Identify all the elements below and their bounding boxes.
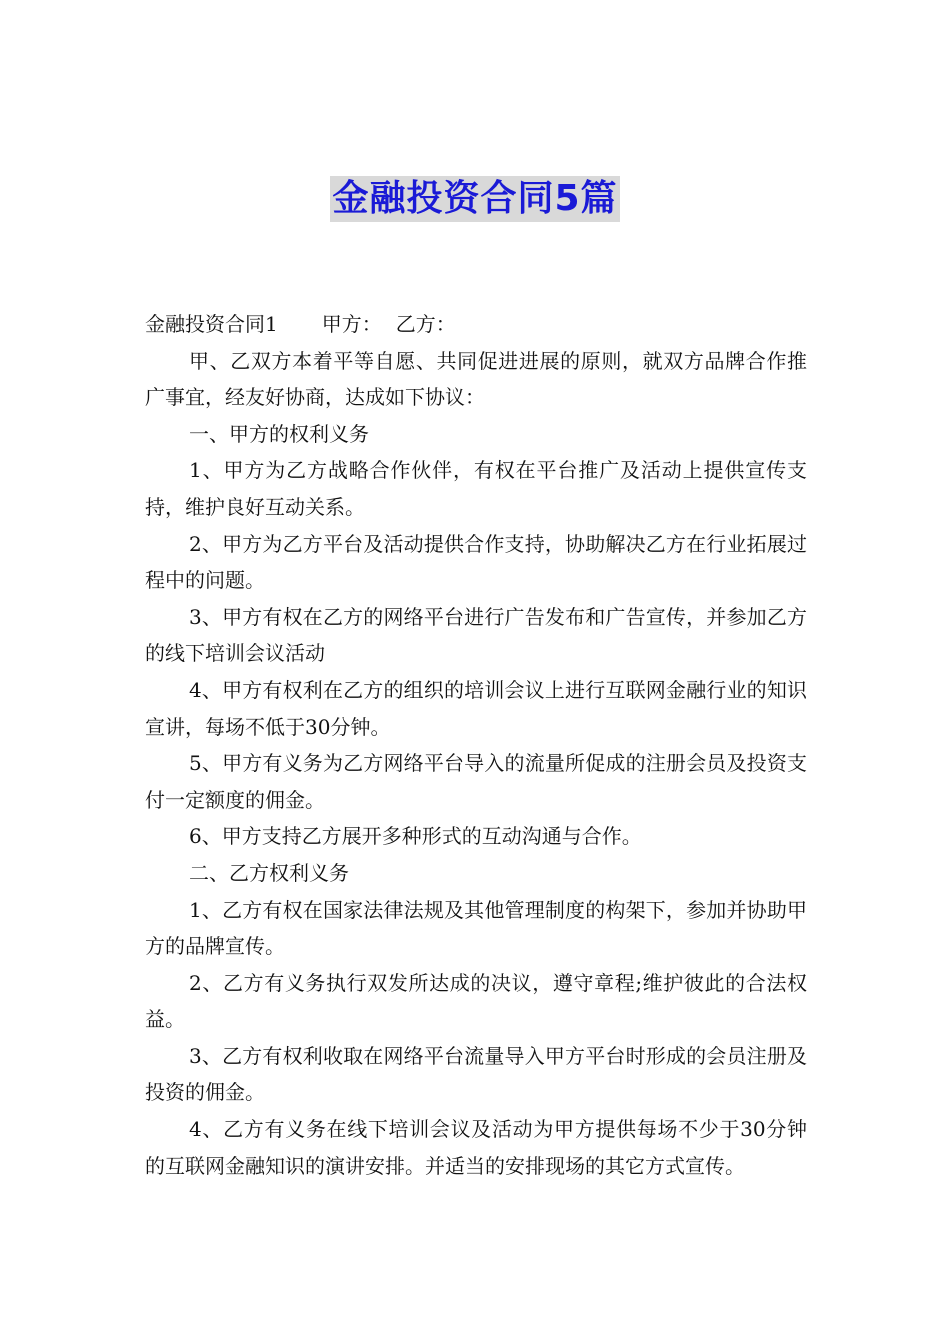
clause-b-4: 4、乙方有义务在线下培训会议及活动为甲方提供每场不少于30分钟的互联网金融知识的演讲安排。并适当的安排现场的其它方式宣传。 [145,1117,807,1178]
section-heading-party-b: 二、乙方权利义务 [189,860,349,885]
party-b-label: 乙方： [395,312,456,336]
party-a-label: 甲方： [321,312,382,336]
clause-a-5: 5、甲方有义务为乙方网络平台导入的流量所促成的注册会员及投资支付一定额度的佣金。 [145,751,807,812]
clause-b-3: 3、乙方有权利收取在网络平台流量导入甲方平台时形成的会员注册及投资的佣金。 [145,1043,807,1105]
document-body [145,306,807,1184]
document-title: 金融投资合同5篇 [330,176,619,222]
contract-header-line [145,306,807,343]
section-heading-party-a: 一、甲方的权利义务 [189,421,369,446]
clause-a-3: 3、甲方有权在乙方的网络平台进行广告发布和广告宣传，并参加乙方的线下培训会议活动 [145,604,807,666]
paragraph-intro: 甲、乙双方本着平等自愿、共同促进进展的原则，就双方品牌合作推广事宜，经友好协商，达成如下协议： [145,348,807,410]
clause-b-1: 1、乙方有权在国家法律法规及其他管理制度的构架下，参加并协助甲方的品牌宣传。 [145,897,807,959]
clause-b-2: 2、乙方有义务执行双发所达成的决议，遵守章程;维护彼此的合法权益。 [145,970,807,1032]
title-container [0,176,950,222]
clause-a-2: 2、甲方为乙方平台及活动提供合作支持，协助解决乙方在行业拓展过程中的问题。 [145,531,807,593]
contract-label: 金融投资合同1 [145,312,278,336]
clause-a-4: 4、甲方有权利在乙方的组织的培训会议上进行互联网金融行业的知识宣讲，每场不低于30分钟。 [145,677,807,739]
clause-a-1: 1、甲方为乙方战略合作伙伴，有权在平台推广及活动上提供宣传支持，维护良好互动关系。 [145,458,807,519]
clause-a-6: 6、甲方支持乙方展开多种形式的互动沟通与合作。 [189,824,642,849]
